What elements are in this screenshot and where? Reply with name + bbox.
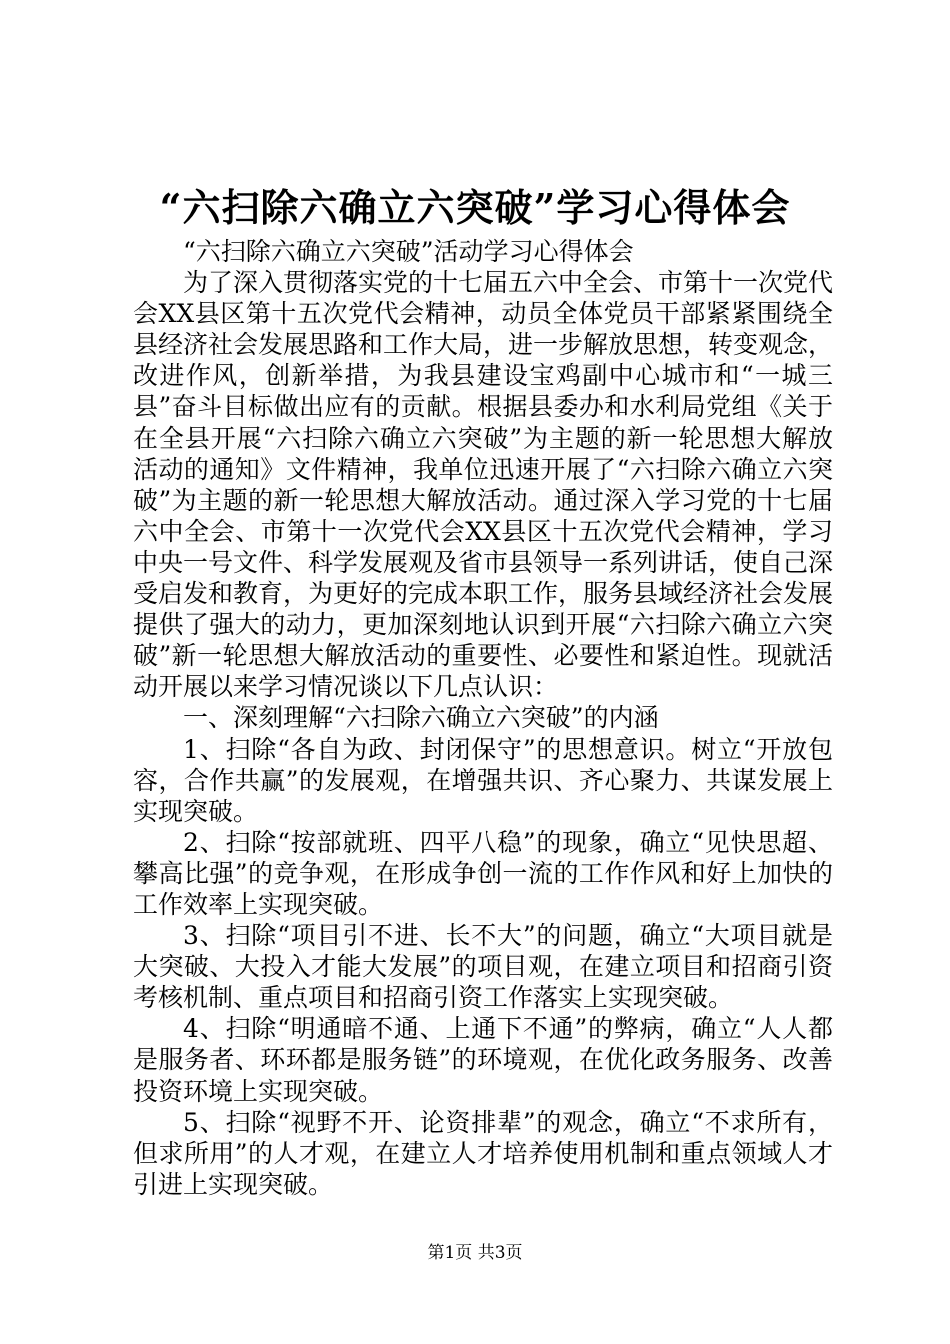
document-body (133, 236, 833, 1200)
intro-paragraph: 为了深入贯彻落实党的十七届五六中全会、市第十一次党代会XX县区第十五次党代会精神，动员全体党员干部紧紧围绕全县经济社会发展思路和工作大局，进一步解放思想，转变观念，改进作风，创新举措，为我县建设宝鸡副中心城市和“一城三县”奋斗目标做出应有的贡献。根据县委办和水利局党组《关于在全县开展“六扫除六确立六突破”为主题的新一轮思想大解放活动的通知》文件精神，我单位迅速开展了“六扫除六确立六突破”为主题的新一轮思想大解放活动。通过深入学习党的十七届六中全会、市第十一次党代会XX县区十五次党代会精神，学习中央一号文件、科学发展观及省市县领导一系列讲话，使自己深受启发和教育，为更好的完成本职工作，服务县域经济社会发展提供了强大的动力，更加深刻地认识到开展“六扫除六确立六突破”新一轮思想大解放活动的重要性、必要性和紧迫性。现就活动开展以来学习情况谈以下几点认识： (133, 268, 834, 702)
subtitle-paragraph: “六扫除六确立六突破”活动学习心得体会 (183, 237, 634, 266)
list-item-3: 3、扫除“项目引不进、长不大”的问题，确立“大项目就是大突破、大投入才能大发展”的项目观，在建立项目和招商引资考核机制、重点项目和招商引资工作落实上实现突破。 (133, 921, 833, 1013)
page-footer: 第1页 共3页 (427, 1243, 523, 1263)
list-item-2: 2、扫除“按部就班、四平八稳”的现象，确立“见快思超、攀高比强”的竞争观，在形成争创一流的工作作风和好上加快的工作效率上实现突破。 (133, 827, 833, 919)
list-item-4: 4、扫除“明通暗不通、上通下不通”的弊病，确立“人人都是服务者、环环都是服务链”的环境观，在优化政务服务、改善投资环境上实现突破。 (133, 1014, 833, 1106)
list-item-5: 5、扫除“视野不开、论资排辈”的观念，确立“不求所有，但求所用”的人才观，在建立人才培养使用机制和重点领域人才引进上实现突破。 (133, 1107, 833, 1199)
section-heading: 一、深刻理解“六扫除六确立六突破”的内涵 (183, 703, 659, 733)
document-title: “六扫除六确立六突破”学习心得体会 (159, 185, 791, 230)
list-item-1: 1、扫除“各自为政、封闭保守”的思想意识。树立“开放包容，合作共赢”的发展观，在增强共识、齐心聚力、共谋发展上实现突破。 (133, 734, 833, 826)
